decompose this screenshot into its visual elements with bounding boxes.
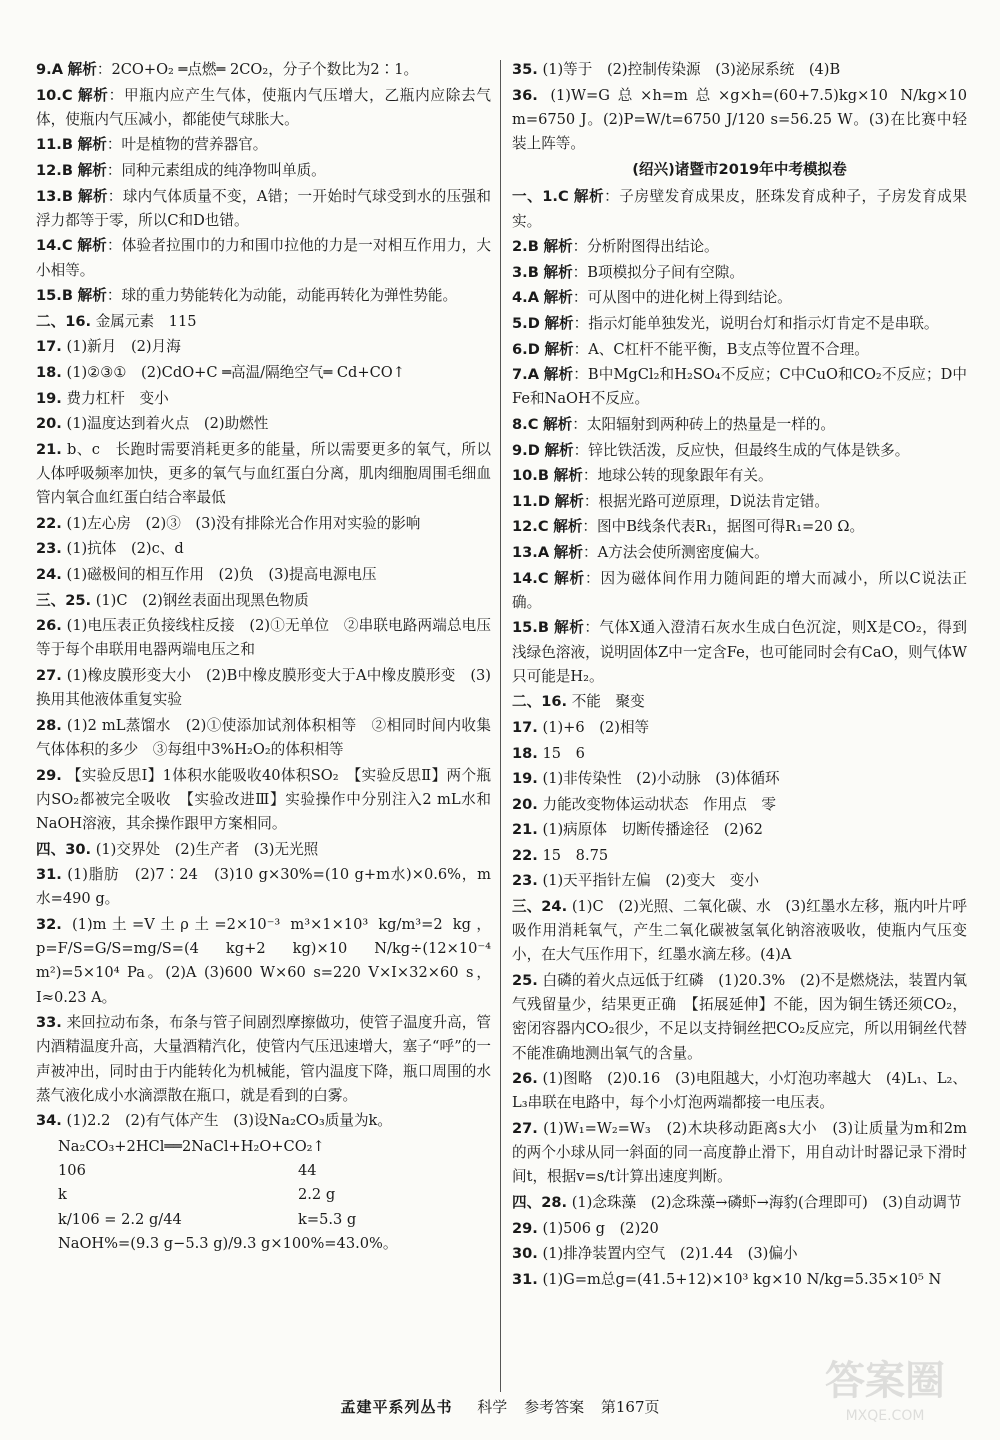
answer-text: 不能 聚变 [571,693,645,711]
answer-item [36,863,491,911]
answer-text: (1)W₁=W₂=W₃ (2)木块移动距离s大小 (3)让质量为m和2m的两个小球从同一斜面的同一高度静止滑下，用自动计时器记录下滑时间t，根据v=s/t计算出速度判断。 [512,1120,967,1186]
answer-text: (1)脂肪 (2)7∶24 (3)10 g×30%=(10 g+m水)×0.6%，m水=490 g。 [36,866,491,908]
answer-number: 27. [36,666,62,684]
watermark-sub: MXQE.COM [845,1408,925,1424]
answer-item [512,742,967,766]
answer-number: 12.B [36,161,73,179]
answer-number: 22. [512,846,538,864]
answer-text: 分析附图得出结论。 [587,238,719,256]
analysis-label: 解析 [77,136,107,154]
answer-item: 12.B 解析：同种元素组成的纯净物叫单质。 [36,161,326,179]
watermark-logo [800,1350,970,1430]
answer-number: 21. [512,821,538,839]
answer-number: 11.D [512,492,550,510]
answer-number: 12.C [512,518,549,536]
answer-number: 15.B [36,287,73,305]
analysis-label: 解析 [77,161,107,179]
answer-text: 同种元素组成的纯净物叫单质。 [121,161,326,179]
answer-number: 四、28. [512,1194,568,1212]
answer-number: 18. [512,744,538,762]
answer-item [36,512,491,536]
answer-item [512,969,967,1066]
answer-text: 锌比铁活泼，反应快，但最终生成的气体是铁多。 [588,441,910,459]
answer-number: 10.B [512,467,549,485]
answer-item [512,690,967,714]
answer-number: 34. [36,1112,62,1130]
answer-number: 20. [512,795,538,813]
answer-item: 15.B 解析：球的重力势能转化为动能，动能再转化为弹性势能。 [36,287,458,305]
value-row [58,1183,491,1207]
answer-number: 18. [36,363,62,381]
answer-number: 29. [512,1219,538,1237]
ratio-result: k=5.3 g [298,1210,357,1228]
chemical-equation: Na₂CO₃+2HCl══2NaCl+H₂O+CO₂↑ [58,1137,325,1155]
answer-text: 可从图中的进化树上得到结论。 [587,289,792,307]
answer-number: 28. [36,716,62,734]
answer-item [36,1109,491,1133]
answer-item [36,438,491,511]
answer-number: 5.D [512,314,540,332]
analysis-label: 解析 [77,287,107,305]
subject-label: 科学 [477,1398,508,1416]
page-number: 第167页 [600,1398,660,1416]
answer-item [512,844,967,868]
answer-number: 25. [512,972,538,990]
answer-text: (1)温度达到着火点 (2)助燃性 [66,415,269,433]
answer-number: 19. [36,389,62,407]
answer-text: 地球公转的现象跟年有关。 [597,467,773,485]
answer-text: (1)磁极间的相互作用 (2)负 (3)提高电源电压 [66,565,377,583]
answer-number: 三、24. [512,898,568,916]
answer-text: (1)交界处 (2)生产者 (3)无光照 [95,840,319,858]
answer-item: 3.B 解析：B项模拟分子间有空隙。 [512,263,744,281]
answer-text: (1)病原体 切断传播途径 (2)62 [542,821,763,839]
ratio-row [58,1208,491,1232]
answer-text: 指示灯能单独发光，说明台灯和指示灯肯定不是串联。 [588,314,939,332]
answer-number: 14.C [512,569,549,587]
answer-text: (1)m土=V土ρ土=2×10⁻³ m³×1×10³ kg/m³=2 kg，p=F/S=G/S=mg/S=(4 kg+2 kg)×10 N/kg÷(12×10⁻⁴ m²)=5×10⁴ Pa。(2)A (3)600 W×60 s=220 V×I×32×60 s，I≈0.23 A。 [36,915,491,1006]
answer-item [36,361,491,385]
answer-text: 15 6 [542,744,585,762]
answer-text: 白磷的着火点远低于红磷 (1)20.3% (2)不是燃烧法，装置内氧气残留量少，结果更正确 【拓展延伸】不能，因为铜生锈还须CO₂，密闭容器内CO₂很少，不足以支持铜丝把CO₂反应完，所以用铜丝代替不能准确地测出氧气的含量。 [512,972,967,1062]
answer-number: 30. [512,1245,538,1263]
answer-text: (1)念珠藻 (2)念珠藻→磷虾→海豹(合理即可) (3)自动调节 [571,1194,962,1212]
answer-item: 15.B 解析：气体X通入澄清石灰水生成白色沉淀，则X是CO₂，得到浅绿色溶液，说明固体Z中一定含Fe，也可能同时会有CaO，则气体W只可能是H₂。 [512,619,967,685]
answer-item: 11.B 解析：叶是植物的营养器官。 [36,136,268,154]
answer-item: 6.D 解析：A、C杠杆不能平衡，B支点等位置不合理。 [512,340,869,358]
answer-text: (1)天平指针左偏 (2)变大 变小 [542,872,759,890]
answer-item [36,913,491,1010]
answer-number: 13.B [36,187,73,205]
analysis-label: 解析 [77,86,109,104]
answer-text: b、c 长跑时需要消耗更多的能量，所以需要更多的氧气，所以人体呼吸频率加快，更多的氧气与血红蛋白分离，肌肉细胞周围毛细血管内氧合血红蛋白结合率最低 [36,440,491,507]
answer-item [36,714,491,762]
answer-text: (1)G=m总g=(41.5+12)×10³ kg×10 N/kg=5.35×10⁵ N [542,1270,942,1288]
answer-text: (1)506 g (2)20 [542,1219,659,1237]
answer-item: 13.B 解析：球内气体质量不变，A错；一开始时气球受到水的压强和浮力都等于零，所以C和D也错。 [36,187,491,229]
answer-number: 9.A [36,61,63,78]
answer-item: 一、1.C 解析：子房壁发育成果皮，胚珠发育成种子，子房发育成果实。 [512,188,967,230]
answer-text: B项模拟分子间有空隙。 [587,263,744,281]
analysis-label: 解析 [543,289,573,307]
calculation-block [36,1135,491,1256]
answer-item [36,310,491,334]
answer-item [512,869,967,893]
answer-text: A、C杠杆不能平衡，B支点等位置不合理。 [588,340,869,358]
answer-item [36,335,491,359]
answer-text: (1)2.2 (2)有气体产生 (3)设Na₂CO₃质量为k。 [66,1112,392,1130]
answer-number: 27. [512,1120,538,1138]
answer-item [512,58,967,82]
answer-number: 17. [36,338,62,356]
analysis-label: 解析 [543,238,573,256]
analysis-label: 解析 [554,569,585,587]
value-row-b: 2.2 g [298,1186,336,1204]
answer-number: 三、25. [36,591,92,609]
answer-number: 3.B [512,263,539,281]
answer-text: (1)电压表正负接线柱反接 (2)①无单位 ②串联电路两端总电压等于每个串联用电器两端电压之和 [36,617,491,659]
answer-item [512,1067,967,1115]
answer-number: 7.A [512,366,539,384]
answer-item: 5.D 解析：指示灯能单独发光，说明台灯和指示灯肯定不是串联。 [512,314,939,332]
answer-item: 11.D 解析：根据光路可逆原理，D说法肯定错。 [512,492,830,510]
answer-item [512,1242,967,1266]
answer-text: 球内气体质量不变，A错；一开始时气球受到水的压强和浮力都等于零，所以C和D也错。 [36,187,491,229]
answer-text: 气体X通入澄清石灰水生成白色沉淀，则X是CO₂，得到浅绿色溶液，说明固体Z中一定含Fe，也可能同时会有CaO，则气体W只可能是H₂。 [512,619,967,685]
answer-item [36,614,491,662]
answer-number: 20. [36,415,62,433]
answer-number: 31. [512,1270,538,1288]
answer-text: 球的重力势能转化为动能，动能再转化为弹性势能。 [121,287,458,305]
answer-item: 14.C 解析：因为磁体间作用力随间距的增大而减小，所以C说法正确。 [512,569,967,611]
answer-text: A方法会使所测密度偏大。 [597,543,769,561]
answer-number: 二、16. [512,693,568,711]
answer-text: 体验者拉围巾的力和围巾拉他的力是一对相互作用力，大小相等。 [36,237,491,279]
analysis-label: 解析 [77,237,107,255]
answer-text: 因为磁体间作用力随间距的增大而减小，所以C说法正确。 [512,569,967,611]
answer-item: 13.A 解析：A方法会使所测密度偏大。 [512,543,769,561]
answer-text: 太阳辐射到两种砖上的热量是一样的。 [586,415,835,433]
answer-number: 10.C [36,86,73,104]
answer-text: 甲瓶内应产生气体，使瓶内气压增大，乙瓶内应除去气体，使瓶内气压减小，都能使气球胀大。 [36,86,491,128]
answer-item [36,764,491,837]
value-row-a: k [58,1186,67,1204]
analysis-label: 解析 [67,61,97,78]
answer-text: 来回拉动布条，布条与管子间剧烈摩擦做功，使管子温度升高，管内酒精温度升高，大量酒精汽化，使管内气压迅速增大，塞子“呼”的一声被冲出，同时由于内能转化为机械能，管内温度下降，瓶口周围的水蒸气液化成小水滴漂散在瓶口，就是看到的白雾。 [36,1014,491,1104]
analysis-label: 解析 [554,619,585,637]
answer-item [36,412,491,436]
answer-text: (1)+6 (2)相等 [542,718,650,736]
answer-text: 15 8.75 [542,846,609,864]
analysis-label: 解析 [554,492,584,510]
answer-number: 26. [36,617,62,635]
answer-number: 4.A [512,289,539,307]
answer-number: 26. [512,1070,538,1088]
answer-text: (1)左心房 (2)③ (3)没有排除光合作用对实验的影响 [66,514,421,532]
analysis-label: 解析 [544,340,574,358]
answer-text: 金属元素 115 [95,312,197,330]
answer-text: B中MgCl₂和H₂SO₄不反应；C中CuO和CO₂不反应；D中Fe和NaOH不反应。 [512,366,967,408]
section-label: 参考答案 [524,1398,585,1416]
answer-item [36,563,491,587]
answer-item [512,767,967,791]
answer-text: (1)橡皮膜形变大小 (2)B中橡皮膜形变大于A中橡皮膜形变 (3)换用其他液体重复实验 [36,666,491,709]
analysis-label: 解析 [543,366,574,384]
answer-text: 图中B线条代表R₁，据图可得R₁=20 Ω。 [597,518,865,536]
answer-text: (1)W=G总×h=m总×g×h=(60+7.5)kg×10 N/kg×10 m=6750 J。(2)P=W/t=6750 J/120 s=56.25 W。(3)在比赛中轻装上阵等。 [512,86,967,152]
answer-text: (1)新月 (2)月海 [66,338,181,356]
answer-item: 9.D 解析：锌比铁活泼，反应快，但最终生成的气体是铁多。 [512,441,910,459]
answer-item [512,1217,967,1241]
analysis-label: 解析 [553,518,583,536]
answer-item: 2.B 解析：分析附图得出结论。 [512,238,719,256]
analysis-label: 解析 [544,441,574,459]
answer-text: (1)C (2)光照、二氧化碳、水 (3)红墨水左移，瓶内叶片呼吸作用消耗氧气，产生二氧化碳被氢氧化钠溶液吸收，使瓶内气压变小，在大气压作用下，红墨水滴左移。(4)A [512,898,968,964]
answer-item [36,589,491,613]
molar-mass-row [58,1159,491,1183]
analysis-label: 解析 [543,415,573,433]
answer-item: 4.A 解析：可从图中的进化树上得到结论。 [512,289,792,307]
analysis-label: 解析 [553,543,583,561]
answer-number: 11.B [36,136,73,154]
answer-number: 33. [36,1014,62,1032]
analysis-label: 解析 [544,314,574,332]
answer-text: (1)C (2)钢丝表面出现黑色物质 [95,591,309,609]
ratio-equation: k/106 = 2.2 g/44 [58,1210,182,1228]
answer-number: 23. [36,540,62,558]
answer-number: 31. [36,866,62,884]
answer-number: 14.C [36,237,73,255]
molar-mass-row-b: 44 [298,1162,317,1180]
answer-text: (1)②③① (2)CdO+C ═高温/隔绝空气═ Cd+CO↑ [66,363,405,381]
series-name: 孟建平系列丛书 [340,1398,453,1416]
answer-item: 7.A 解析：B中MgCl₂和H₂SO₄不反应；C中CuO和CO₂不反应；D中Fe和NaOH不反应。 [512,366,967,408]
answer-number: 四、30. [36,840,92,858]
answer-item: 14.C 解析：体验者拉围巾的力和围巾拉他的力是一对相互作用力，大小相等。 [36,237,491,279]
naoh-percentage: NaOH%=(9.3 g−5.3 g)/9.3 g×100%=43.0%。 [58,1234,398,1252]
answer-item [36,838,491,862]
answer-text: 2CO+O₂ ═点燃═ 2CO₂，分子个数比为2∶1。 [111,61,419,78]
left-column [36,58,491,1256]
answer-text: (1)排净装置内空气 (2)1.44 (3)偏小 [542,1245,798,1263]
answer-number: 23. [512,872,538,890]
answer-number: 6.D [512,340,540,358]
answer-text: (1)抗体 (2)c、d [66,540,184,558]
answer-item [512,716,967,740]
answer-text: (1)图略 (2)0.16 (3)电阻越大，小灯泡功率越大 (4)L₁、L₂、L₃串联在电路中，每个小灯泡两端都接一电压表。 [512,1070,967,1112]
answer-item [512,818,967,842]
answer-number: 一、1.C [512,188,569,206]
analysis-label: 解析 [553,467,583,485]
answer-number: 36. [512,86,538,104]
answer-number: 19. [512,770,538,788]
answer-number: 2.B [512,238,539,256]
analysis-label: 解析 [77,187,108,205]
answer-text: 【实验反思Ⅰ】1体积水能吸收40体积SO₂ 【实验反思Ⅱ】两个瓶内SO₂都被完全吸收 【实验改进Ⅲ】实验操作中分别注入2 mL水和NaOH溶液，其余操作跟甲方案相同。 [36,766,491,832]
answer-number: 22. [36,514,62,532]
answer-item [512,1117,967,1190]
answer-item [36,1011,491,1108]
answer-item: 8.C 解析：太阳辐射到两种砖上的热量是一样的。 [512,415,835,433]
answer-number: 9.D [512,441,540,459]
right-column [512,58,967,1293]
answer-number: 32. [36,915,62,933]
answer-text: (1)2 mL蒸馏水 (2)①使添加试剂体积相等 ②相同时间内收集气体体积的多少 ③每组中3%H₂O₂的体积相等 [36,716,491,758]
answer-text: 根据光路可逆原理，D说法肯定错。 [598,492,830,510]
answer-text: 叶是植物的营养器官。 [121,136,268,154]
answer-item [512,1191,967,1215]
answer-item [512,1268,967,1292]
answer-number: 15.B [512,619,549,637]
answer-item: 12.C 解析：图中B线条代表R₁，据图可得R₁=20 Ω。 [512,518,865,536]
answer-item [36,387,491,411]
answer-item: 10.C 解析：甲瓶内应产生气体，使瓶内气压增大，乙瓶内应除去气体，使瓶内气压减小，都能使气球胀大。 [36,86,491,128]
answer-number: 二、16. [36,312,92,330]
answer-text: 子房壁发育成果皮，胚珠发育成种子，子房发育成果实。 [512,188,967,230]
answer-number: 8.C [512,415,539,433]
answer-item [512,84,967,157]
analysis-label: 解析 [543,263,573,281]
answer-text: 力能改变物体运动状态 作用点 零 [542,795,777,813]
answer-item [512,793,967,817]
answer-text: (1)非传染性 (2)小动脉 (3)体循环 [542,770,780,788]
section-title: (绍兴)诸暨市2019年中考模拟卷 [632,161,847,179]
watermark-main: 答案圈 [825,1358,945,1404]
answer-number: 17. [512,718,538,736]
answer-item [36,537,491,561]
answer-item: 9.A 解析：2CO+O₂ ═点燃═ 2CO₂，分子个数比为2∶1。 [36,61,419,78]
answer-number: 24. [36,565,62,583]
answer-number: 29. [36,766,62,784]
answer-text: (1)等于 (2)控制传染源 (3)泌尿系统 (4)B [542,61,841,78]
answer-item [36,664,491,712]
analysis-label: 解析 [573,188,605,206]
column-divider [500,60,501,1392]
answer-number: 35. [512,61,538,78]
answer-number: 21. [36,440,62,458]
answer-item: 10.B 解析：地球公转的现象跟年有关。 [512,467,773,485]
molar-mass-row-a: 106 [58,1162,86,1180]
answer-text: 费力杠杆 变小 [66,389,169,407]
answer-item [512,895,967,968]
answer-number: 13.A [512,543,550,561]
